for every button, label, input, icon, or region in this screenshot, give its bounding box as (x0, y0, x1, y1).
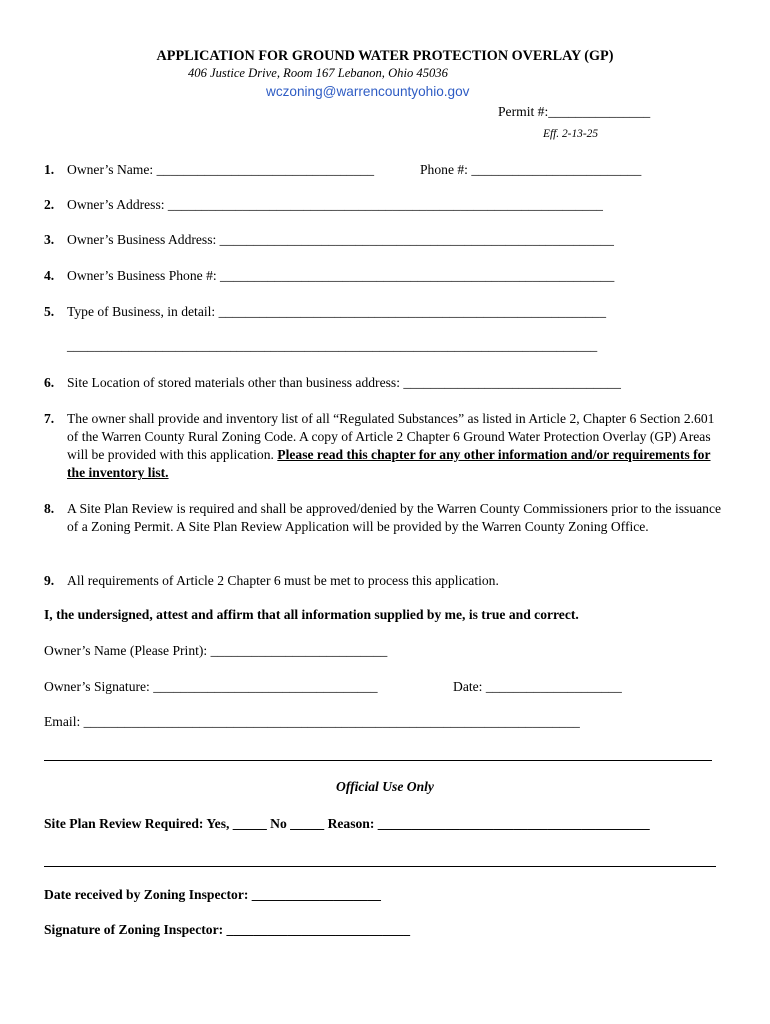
item-number: 9. (44, 573, 55, 588)
owner-address-field[interactable] (44, 197, 603, 213)
date-field[interactable]: Date: ____________________ (453, 679, 622, 694)
inventory-emphasis-text: Please read this chapter for any other information and/or requirements for the inventory list. (67, 447, 711, 480)
item-number: 7. (44, 411, 55, 426)
item-number: 2. (44, 197, 55, 212)
owner-name-field[interactable] (44, 162, 374, 178)
print-name-field[interactable]: Owner’s Name (Please Print): __________________________ (44, 643, 388, 658)
requirements-text: All requirements of Article 2 Chapter 6 must be met to process this application. (67, 573, 499, 588)
owner-address-label: Owner’s Address: ________________________________________________________________ (67, 197, 603, 212)
item-number: 6. (44, 375, 55, 390)
inspector-signature-field[interactable]: Signature of Zoning Inspector: ___________________________ (44, 922, 411, 937)
item-number: 1. (44, 162, 55, 177)
office-address: 406 Justice Drive, Room 167 Lebanon, Ohio 45036 (188, 66, 448, 80)
business-address-label: Owner’s Business Address: __________________________________________________________ (67, 232, 614, 247)
attestation-statement: I, the undersigned, attest and affirm that all information supplied by me, is true and correct. (44, 607, 579, 622)
reason-continuation-line[interactable] (44, 866, 716, 867)
contact-email-link[interactable]: wczoning@warrencountyohio.gov (266, 84, 470, 99)
business-address-field[interactable] (44, 232, 614, 248)
item-number: 8. (44, 501, 55, 516)
official-use-heading: Official Use Only (336, 779, 434, 794)
signature-field[interactable]: Owner’s Signature: _________________________________ (44, 679, 378, 694)
section-divider (44, 760, 712, 761)
requirements-paragraph (44, 572, 724, 590)
item-number: 5. (44, 304, 55, 319)
form-title: APPLICATION FOR GROUND WATER PROTECTION OVERLAY (GP) (156, 48, 614, 64)
owner-name-label: Owner’s Name: ________________________________ (67, 162, 375, 177)
business-type-label: Type of Business, in detail: _________________________________________________________ (67, 304, 607, 319)
email-field[interactable]: Email: _________________________________________________________________________ (44, 714, 580, 729)
site-plan-text: A Site Plan Review is required and shall be approved/denied by the Warren County Commissioners prior to the issuance of a Zoning Permit. A Site Plan Review Application will be provided by the Warren County Zoning Office. (67, 501, 722, 534)
business-phone-label: Owner’s Business Phone #: __________________________________________________________ (67, 268, 615, 283)
site-plan-review-field[interactable]: Site Plan Review Required: Yes, _____ No _____ Reason: ________________________________________ (44, 816, 650, 831)
business-phone-field[interactable] (44, 268, 614, 284)
inventory-requirement-text: The owner shall provide and inventory list of all “Regulated Substances” as listed in Article 2, Chapter 6 Section 2.601 of the Warren County Rural Zoning Code. A copy of Article 2 Chapter 6 Ground Water Protection Overlay (GP) Areas will be provided with this application. (67, 411, 715, 462)
business-type-field[interactable] (44, 304, 606, 320)
inventory-requirement-paragraph (44, 410, 724, 482)
site-location-label: Site Location of stored materials other than business address: ________________________________ (67, 375, 621, 390)
permit-number-field[interactable]: Permit #:_______________ (498, 104, 651, 119)
item-number: 4. (44, 268, 55, 283)
site-location-field[interactable] (44, 375, 621, 391)
item-number: 3. (44, 232, 55, 247)
owner-phone-field[interactable]: Phone #: _________________________ (420, 162, 642, 177)
date-received-field[interactable]: Date received by Zoning Inspector: ___________________ (44, 887, 381, 902)
business-type-continuation-line[interactable]: ______________________________________________________________________________ (67, 338, 598, 353)
site-plan-paragraph (44, 500, 724, 536)
effective-date: Eff. 2-13-25 (543, 128, 599, 140)
